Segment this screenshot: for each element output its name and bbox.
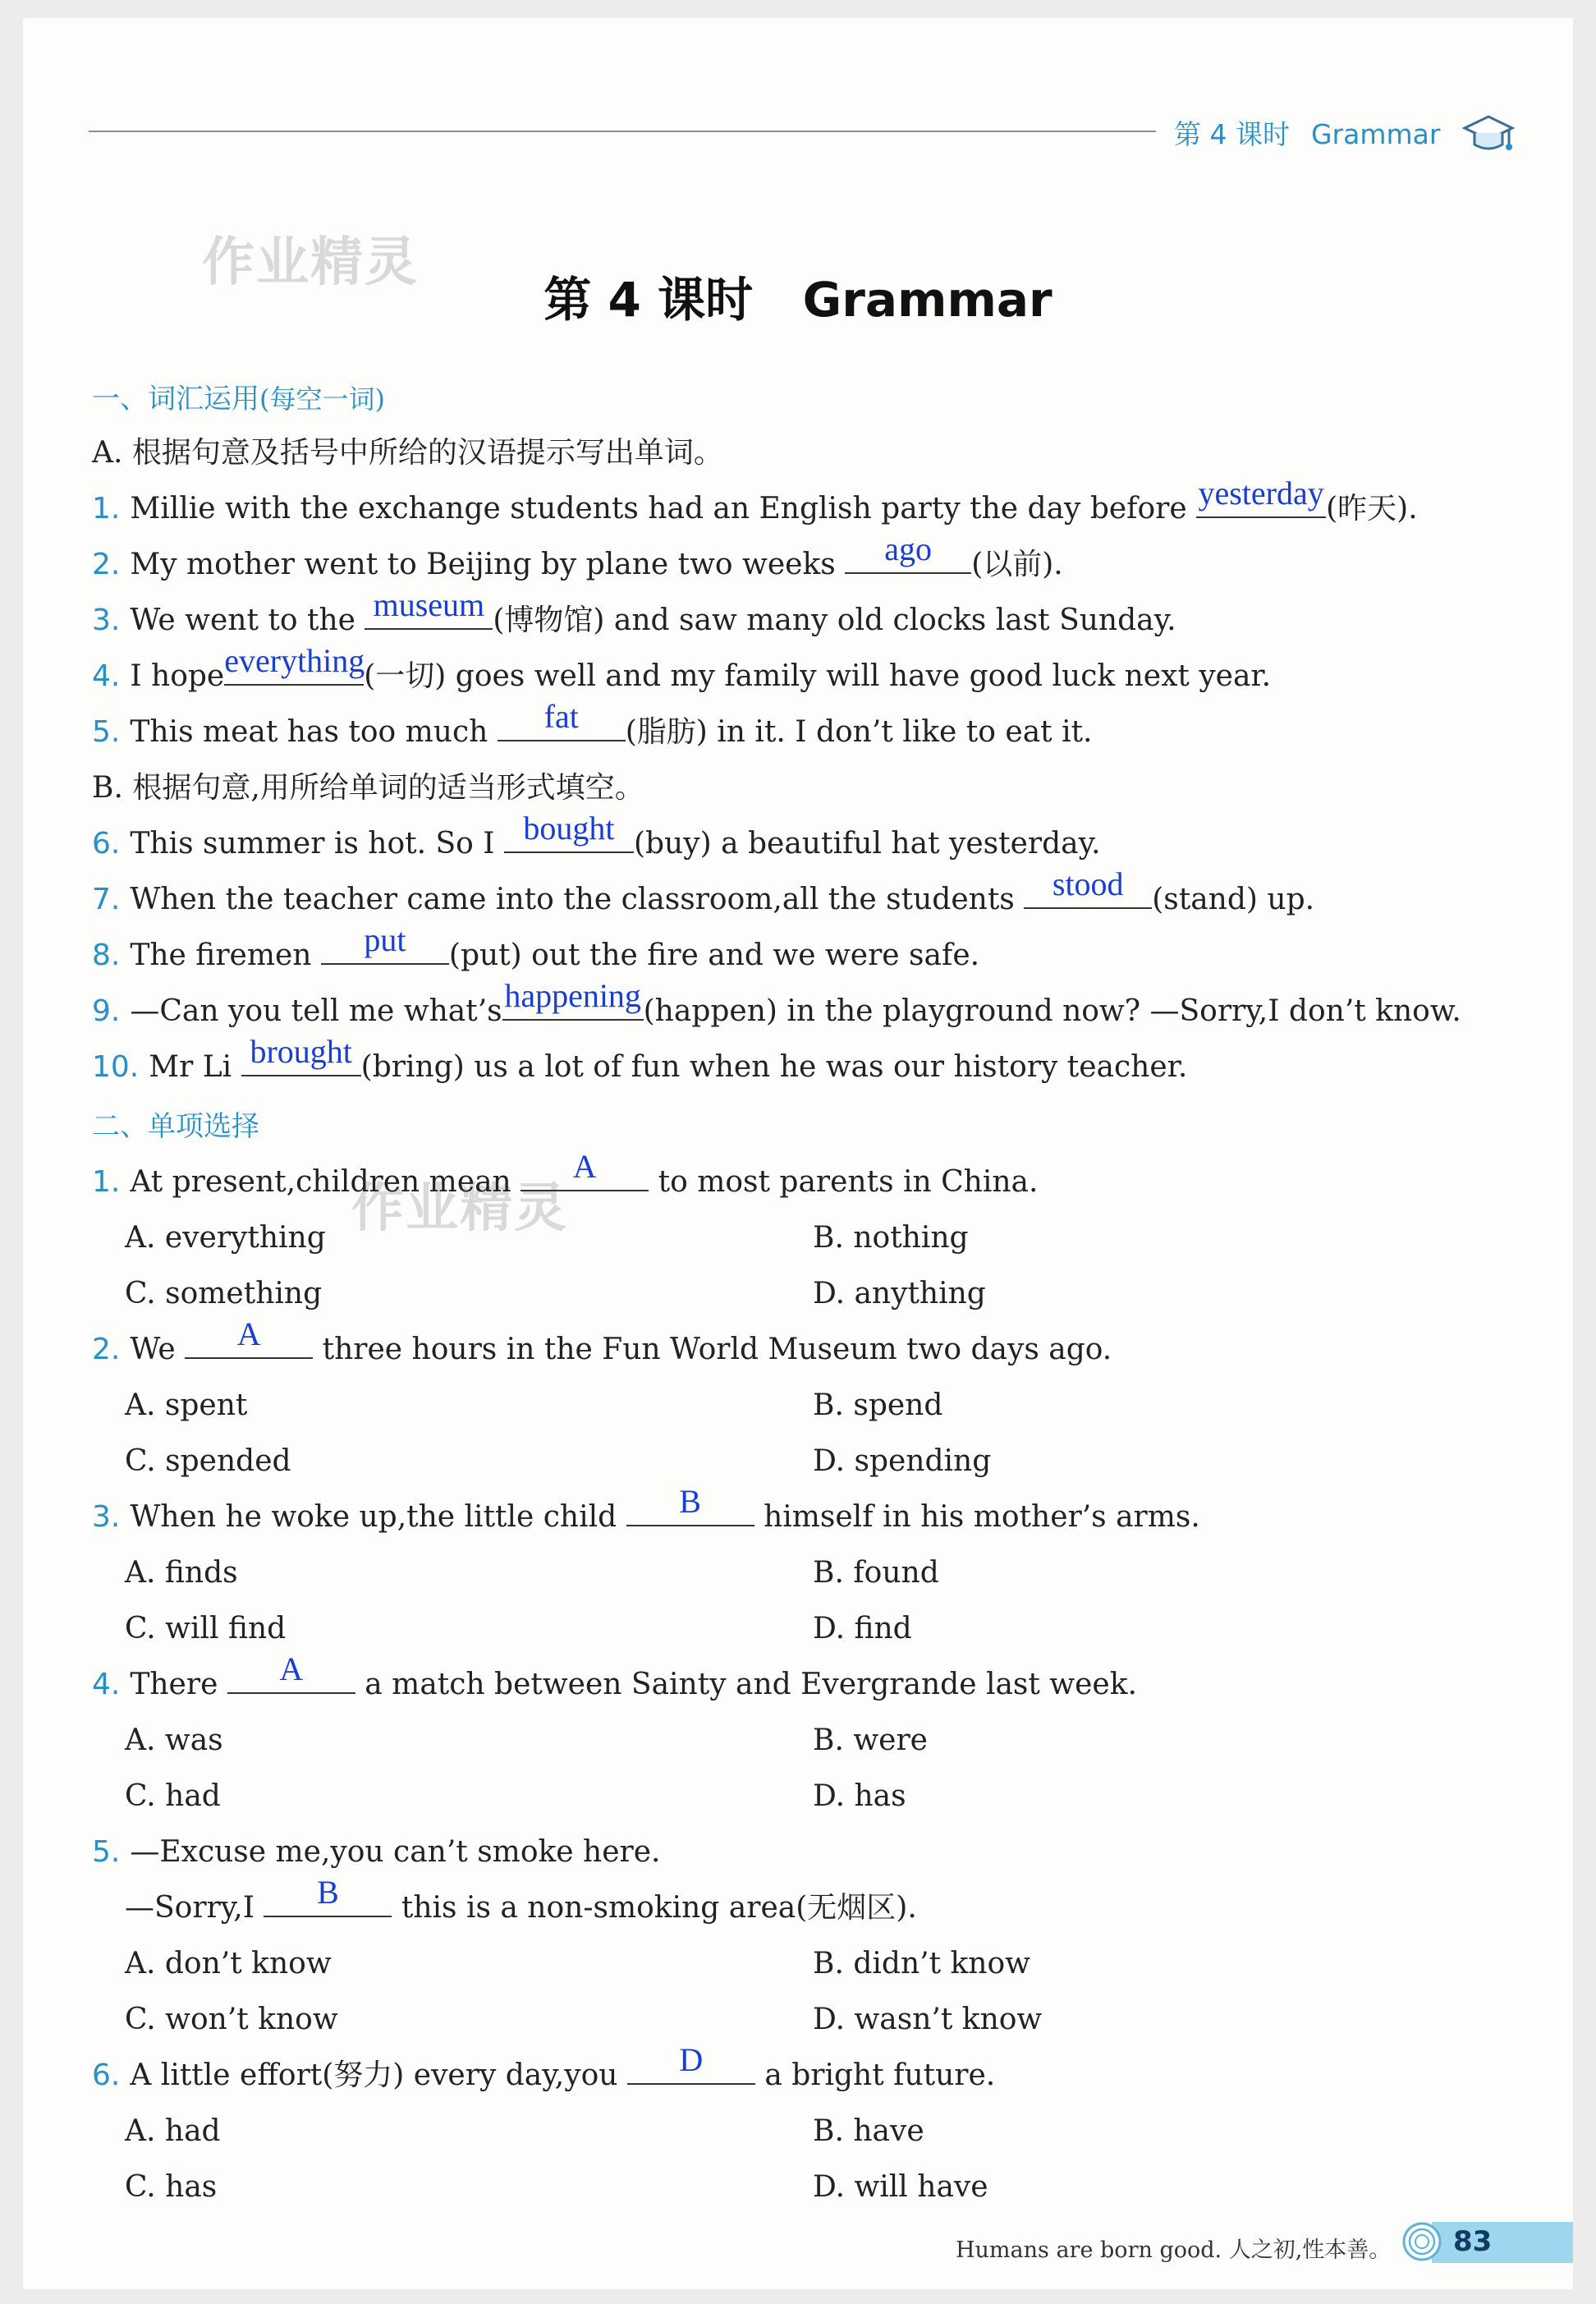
option[interactable]: C. something (125, 1277, 323, 1310)
answer-blank[interactable]: A (185, 1333, 313, 1359)
vocab-item: 4. I hope everything (一切) goes well and my family will have good luck next year. (92, 642, 1272, 693)
answer-blank[interactable]: stood (1024, 883, 1152, 909)
mc-question: 4. There A a match between Sainty and Evergrande last week. (92, 1650, 1137, 1701)
answer-blank[interactable]: B (626, 1500, 754, 1526)
mc-question: 3. When he woke up,the little child B himself in his mother’s arms. (92, 1483, 1200, 1534)
option[interactable]: A. had (125, 2114, 221, 2148)
vocab-item: 7. When the teacher came into the classroom,all the students stood (stand) up. (92, 865, 1315, 916)
header-lesson: 第 4 课时 (1174, 118, 1290, 150)
mc-question: 6. A little effort(努力) every day,you D a bright future. (92, 2041, 996, 2092)
vocab-item: 2. My mother went to Beijing by plane two weeks ago (以前). (92, 530, 1063, 581)
option[interactable]: B. didn’t know (813, 1947, 1030, 1980)
option[interactable]: A. everything (125, 1221, 326, 1255)
option[interactable]: A. finds (125, 1556, 238, 1590)
option[interactable]: C. won’t know (125, 2003, 338, 2036)
spiral-icon (1401, 2220, 1443, 2263)
option[interactable]: D. spending (813, 1444, 992, 1478)
answer-blank[interactable]: A (521, 1165, 649, 1191)
answer-blank[interactable]: D (627, 2058, 755, 2085)
page-title: 第 4 课时 Grammar (543, 272, 1053, 328)
answer-blank[interactable]: put (321, 939, 449, 965)
vocab-item: 1. Millie with the exchange students had an English party the day before yesterday (昨天). (92, 475, 1418, 526)
option[interactable]: D. wasn’t know (813, 2003, 1043, 2036)
mc-question-line2: —Sorry,I B this is a non-smoking area(无烟区). (125, 1874, 917, 1925)
answer-blank[interactable]: ago (845, 548, 971, 574)
vocab-item: 6. This summer is hot. So I bought (buy) a beautiful hat yesterday. (92, 810, 1101, 861)
answer-blank[interactable]: bought (504, 827, 634, 853)
part-b-instruction: B. 根据句意,用所给单词的适当形式填空。 (92, 771, 644, 805)
header-rule (89, 131, 1156, 132)
section2-heading: 二、单项选择 (92, 1110, 259, 1143)
page-number: 83 (1453, 2225, 1493, 2258)
vocab-item: 9. —Can you tell me what’s happening (happen) in the playground now? —Sorry,I don’t know. (92, 977, 1461, 1028)
option[interactable]: D. anything (813, 1277, 986, 1310)
watermark-top: 作业精灵 (202, 232, 419, 293)
answer-blank[interactable]: A (227, 1668, 355, 1694)
option[interactable]: A. spent (125, 1388, 248, 1422)
vocab-item: 3. We went to the museum (博物馆) and saw many old clocks last Sunday. (92, 586, 1176, 637)
answer-blank[interactable]: everything (224, 659, 364, 686)
vocab-item: 10. Mr Li brought (bring) us a lot of fun when he was our history teacher. (92, 1033, 1188, 1084)
answer-blank[interactable]: museum (365, 604, 493, 630)
mc-question: 1. At present,children mean A to most parents in China. (92, 1148, 1039, 1199)
option[interactable]: A. don’t know (125, 1947, 332, 1980)
option[interactable]: D. has (813, 1779, 906, 1813)
mc-question: 2. We A three hours in the Fun World Museum two days ago. (92, 1315, 1112, 1366)
option[interactable]: D. will have (813, 2170, 988, 2204)
option[interactable]: A. was (125, 1723, 223, 1757)
option[interactable]: B. have (813, 2114, 924, 2148)
answer-blank[interactable]: brought (241, 1050, 361, 1076)
answer-blank[interactable]: B (264, 1891, 392, 1917)
answer-blank[interactable]: happening (502, 994, 644, 1021)
section1-heading: 一、词汇运用(每空一词) (92, 383, 385, 415)
answer-blank[interactable]: fat (498, 715, 626, 741)
watermark-mid: 作业精灵 (351, 1178, 568, 1239)
part-a-instruction: A. 根据句意及括号中所给的汉语提示写出单词。 (92, 436, 723, 470)
option[interactable]: C. had (125, 1779, 221, 1813)
option[interactable]: B. spend (813, 1388, 943, 1422)
option[interactable]: C. has (125, 2170, 218, 2204)
header-topic: Grammar (1310, 118, 1441, 150)
section1-note: (每空一词) (259, 383, 385, 415)
mc-question: 5. —Excuse me,you can’t smoke here. (92, 1835, 661, 1869)
running-header (1174, 113, 1440, 152)
footer-motto: Humans are born good. 人之初,性本善。 (956, 2237, 1392, 2263)
option[interactable]: C. will find (125, 1612, 287, 1645)
option[interactable]: C. spended (125, 1444, 291, 1478)
option[interactable]: B. nothing (813, 1221, 969, 1255)
graduation-cap-icon (1461, 108, 1516, 158)
answer-blank[interactable]: yesterday (1196, 492, 1326, 518)
option[interactable]: B. found (813, 1556, 939, 1590)
vocab-item: 8. The firemen put (put) out the fire and we were safe. (92, 921, 980, 972)
option[interactable]: B. were (813, 1723, 928, 1757)
vocab-item: 5. This meat has too much fat (脂肪) in it. I don’t like to eat it. (92, 698, 1093, 749)
option[interactable]: D. find (813, 1612, 912, 1645)
